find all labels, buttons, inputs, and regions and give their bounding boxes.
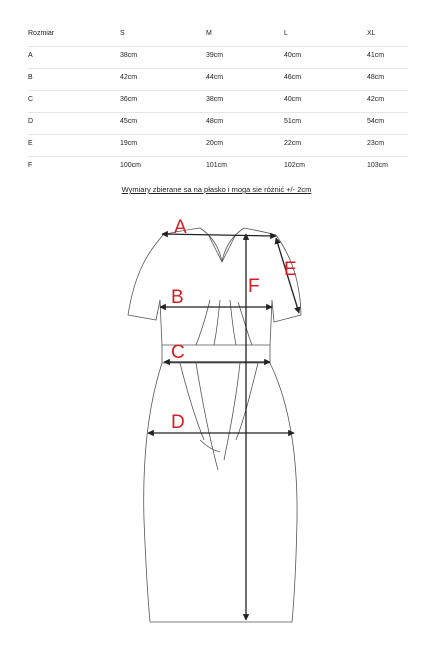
label-c: C (171, 342, 185, 363)
table-row (28, 91, 408, 113)
row-label: D (28, 118, 34, 125)
row-label: E (28, 140, 33, 147)
table-cell: 102cm (284, 162, 306, 169)
row-label: B (28, 74, 33, 81)
header-cell-size: Rozmiar (28, 30, 55, 37)
table-cell: 22cm (284, 140, 302, 147)
table-cell: 54cm (367, 118, 385, 125)
row-label: F (28, 162, 33, 169)
header-cell-m: M (206, 30, 212, 37)
table-cell: 45cm (120, 118, 138, 125)
table-cell: 101cm (206, 162, 228, 169)
table-cell: 41cm (367, 52, 385, 59)
table-cell: 48cm (367, 74, 385, 81)
table-cell: 42cm (367, 96, 385, 103)
table-cell: 38cm (120, 52, 138, 59)
row-label: A (28, 52, 33, 59)
measurement-note: Wymiary zbierane sa na płasko i moga sie różnić +/- 2cm (121, 185, 312, 194)
table-cell: 42cm (120, 74, 138, 81)
table-header-row (28, 25, 408, 47)
table-row (28, 69, 408, 91)
table-cell: 103cm (367, 162, 389, 169)
size-table (28, 25, 408, 179)
dress-outline (128, 228, 301, 622)
table-row (28, 135, 408, 157)
table-cell: 23cm (367, 140, 385, 147)
table-row (28, 157, 408, 179)
header-cell-l: L (284, 30, 288, 37)
table-cell: 39cm (206, 52, 224, 59)
table-cell: 20cm (206, 140, 224, 147)
table-row (28, 113, 408, 135)
table-cell: 44cm (206, 74, 224, 81)
row-label: C (28, 96, 34, 103)
table-row (28, 47, 408, 69)
label-b: B (171, 287, 184, 308)
label-e: E (284, 259, 297, 280)
label-d: D (171, 412, 185, 433)
label-f: F (248, 276, 260, 297)
dress-measurement-diagram (0, 205, 433, 650)
table-cell: 40cm (284, 52, 302, 59)
table-cell: 46cm (284, 74, 302, 81)
table-cell: 36cm (120, 96, 138, 103)
table-cell: 100cm (120, 162, 142, 169)
label-a: A (174, 217, 187, 238)
table-cell: 19cm (120, 140, 138, 147)
header-cell-xl: XL (367, 30, 376, 37)
table-cell: 48cm (206, 118, 224, 125)
header-cell-s: S (120, 30, 125, 37)
table-cell: 51cm (284, 118, 302, 125)
table-cell: 40cm (284, 96, 302, 103)
table-cell: 38cm (206, 96, 224, 103)
